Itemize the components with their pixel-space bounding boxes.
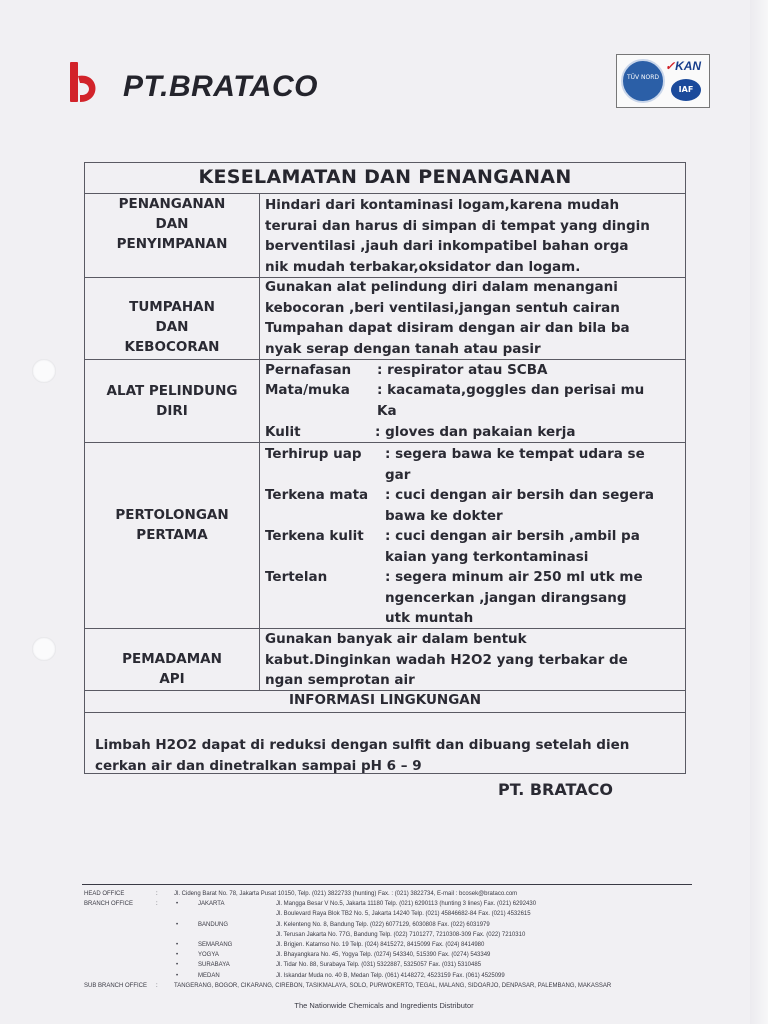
- branch-city: SEMARANG: [198, 941, 233, 948]
- first-aid-key: Terkena kulit: [265, 528, 364, 544]
- branch-address: Jl. Iskandar Muda no. 40 B, Medan Telp. (061) 4148272, 4523159 Fax. (061) 4525099: [276, 972, 505, 979]
- branch-city: MEDAN: [198, 972, 220, 979]
- env-info-text: Limbah H2O2 dapat di reduksi dengan sulfit dan dibuang setelah dien cerkan air dan dinetralkan sampai pH 6 – 9: [95, 737, 630, 774]
- branch-address: Jl. Bhayangkara No. 45, Yogya Telp. (0274) 543340, 515390 Fax. (0274) 543349: [276, 952, 491, 959]
- punch-hole-bottom: [32, 637, 56, 661]
- safety-handling-table: [84, 162, 686, 774]
- branch-address: Jl. Terusan Jakarta No. 77G, Bandung Telp. (022) 7101277, 7210308-309 Fax. (022) 7210310: [276, 931, 526, 938]
- row-label-pertolongan: PERTOLONGAN PERTAMA: [115, 507, 229, 543]
- first-aid-value: : segera minum air 250 ml utk me ngencerkan ,jangan dirangsang utk muntah: [385, 569, 643, 626]
- branch-row: [84, 899, 694, 909]
- first-aid-key: Terhirup uap: [265, 446, 362, 462]
- signature-company: PT. BRATACO: [498, 780, 613, 799]
- branch-address: Jl. Mangga Besar V No.5, Jakarta 11180 Telp. (021) 6290113 (hunting 3 lines) Fax. (021) 6292430: [276, 901, 537, 908]
- punch-hole-top: [32, 359, 56, 383]
- branch-office-label: BRANCH OFFICE: [84, 901, 134, 908]
- branch-row: [84, 950, 694, 960]
- row-label-tumpahan: TUMPAHAN DAN KEBOCORAN: [124, 299, 220, 355]
- env-info-heading: INFORMASI LINGKUNGAN: [288, 692, 482, 708]
- head-office-label: HEAD OFFICE: [84, 891, 125, 897]
- branch-city: YOGYA: [198, 952, 219, 959]
- branch-city: JAKARTA: [198, 901, 225, 908]
- bullet-icon: •: [176, 962, 179, 969]
- row-label-alat-pelindung: ALAT PELINDUNG DIRI: [106, 383, 238, 419]
- footer-divider: [82, 884, 692, 885]
- footer-tagline: The Nationwide Chemicals and Ingredients Distributor: [294, 1001, 474, 1010]
- branch-address: Jl. Boulevard Raya Blok TB2 No. 5, Jakarta 14240 Telp. (021) 45846682-84 Fax. (021) 4532615: [276, 911, 531, 918]
- branch-row: [84, 940, 694, 950]
- tuv-certification-seal-icon: TÜV NORD: [621, 59, 665, 103]
- ppe-key: Kulit: [265, 424, 301, 440]
- table-title: KESELAMATAN DAN PENANGANAN: [198, 166, 572, 188]
- table-divider: [85, 712, 685, 713]
- bullet-icon: •: [176, 901, 179, 908]
- company-name: PT.BRATACO: [123, 70, 318, 103]
- head-office-address: Jl. Cideng Barat No. 78, Jakarta Pusat 10150, Telp. (021) 3822733 (hunting) Fax. : (021) 3822734, E-mail : bcosek@brataco.com: [174, 891, 518, 897]
- first-aid-value: : cuci dengan air bersih dan segera bawa ke dokter: [385, 487, 654, 524]
- ppe-key: Mata/muka: [265, 382, 350, 398]
- sub-branch-list: TANGERANG, BOGOR, CIKARANG, CIREBON, TASIKMALAYA, SOLO, PURWOKERTO, TEGAL, MALANG, SIDOARJO, DENPASAR, PALEMBANG, MAKASSAR: [174, 982, 612, 989]
- first-aid-key: Tertelan: [265, 569, 328, 585]
- page-edge: [750, 0, 768, 1024]
- row-content-penanganan: Hindari dari kontaminasi logam,karena mudah terurai dan harus di simpan di tempat yang dingin berventilasi ,jauh dari inkompatibel bahan orga nik mudah terbakar,oksidator dan logam.: [265, 197, 650, 275]
- row-label-penanganan: PENANGANAN DAN PENYIMPANAN: [116, 196, 228, 252]
- branch-address: Jl. Kelenteng No. 8, Bandung Telp. (022) 6077129, 6030808 Fax. (022) 6031979: [276, 921, 490, 928]
- ppe-value: : kacamata,goggles dan perisai mu Ka: [377, 382, 645, 419]
- sub-branch-label: SUB BRANCH OFFICE: [84, 982, 148, 989]
- colon: :: [156, 901, 158, 908]
- ppe-key: Pernafasan: [265, 362, 352, 378]
- bullet-icon: •: [176, 941, 179, 948]
- bullet-icon: •: [176, 921, 179, 928]
- ppe-value: : gloves dan pakaian kerja: [375, 424, 576, 440]
- bullet-icon: •: [176, 972, 179, 979]
- first-aid-key: Terkena mata: [265, 487, 369, 503]
- colon: :: [156, 891, 158, 897]
- branch-city: SURABAYA: [198, 962, 230, 969]
- bullet-icon: •: [176, 952, 179, 959]
- colon: :: [156, 982, 158, 989]
- sub-branch-row: [84, 981, 694, 991]
- iaf-logo: IAF: [671, 79, 701, 101]
- first-aid-value: : cuci dengan air bersih ,ambil pa kaian yang terkontaminasi: [385, 528, 640, 565]
- certification-badges: [616, 54, 710, 108]
- kan-logo: ✓KAN: [665, 59, 702, 73]
- branch-row: [84, 971, 694, 981]
- row-content-pemadaman: Gunakan banyak air dalam bentuk kabut.Dinginkan wadah H2O2 yang terbakar de ngan semprotan air: [265, 631, 628, 688]
- branch-row: [84, 960, 694, 970]
- branch-row: [84, 920, 694, 930]
- branch-city: BANDUNG: [198, 921, 229, 928]
- brataco-logo-icon: [68, 62, 102, 104]
- footer-addresses: [84, 889, 694, 991]
- table-column-divider: [259, 193, 260, 690]
- head-office-row: [84, 889, 694, 899]
- first-aid-value: : segera bawa ke tempat udara se gar: [385, 446, 645, 483]
- branch-row: [84, 909, 694, 919]
- branch-row: [84, 930, 694, 940]
- branch-address: Jl. Brigjen. Katamso No. 19 Telp. (024) 8415272, 8415099 Fax. (024) 8414980: [276, 941, 485, 948]
- row-label-pemadaman: PEMADAMAN API: [122, 651, 222, 687]
- row-content-tumpahan: Gunakan alat pelindung diri dalam menangani kebocoran ,beri ventilasi,jangan sentuh cairan Tumpahan dapat disiram dengan air dan bila ba nyak serap dengan tanah atau pasir: [265, 279, 630, 357]
- ppe-value: : respirator atau SCBA: [377, 362, 548, 378]
- branch-address: Jl. Tidar No. 88, Surabaya Telp. (031) 5322887, 5325057 Fax. (031) 5310485: [276, 962, 482, 969]
